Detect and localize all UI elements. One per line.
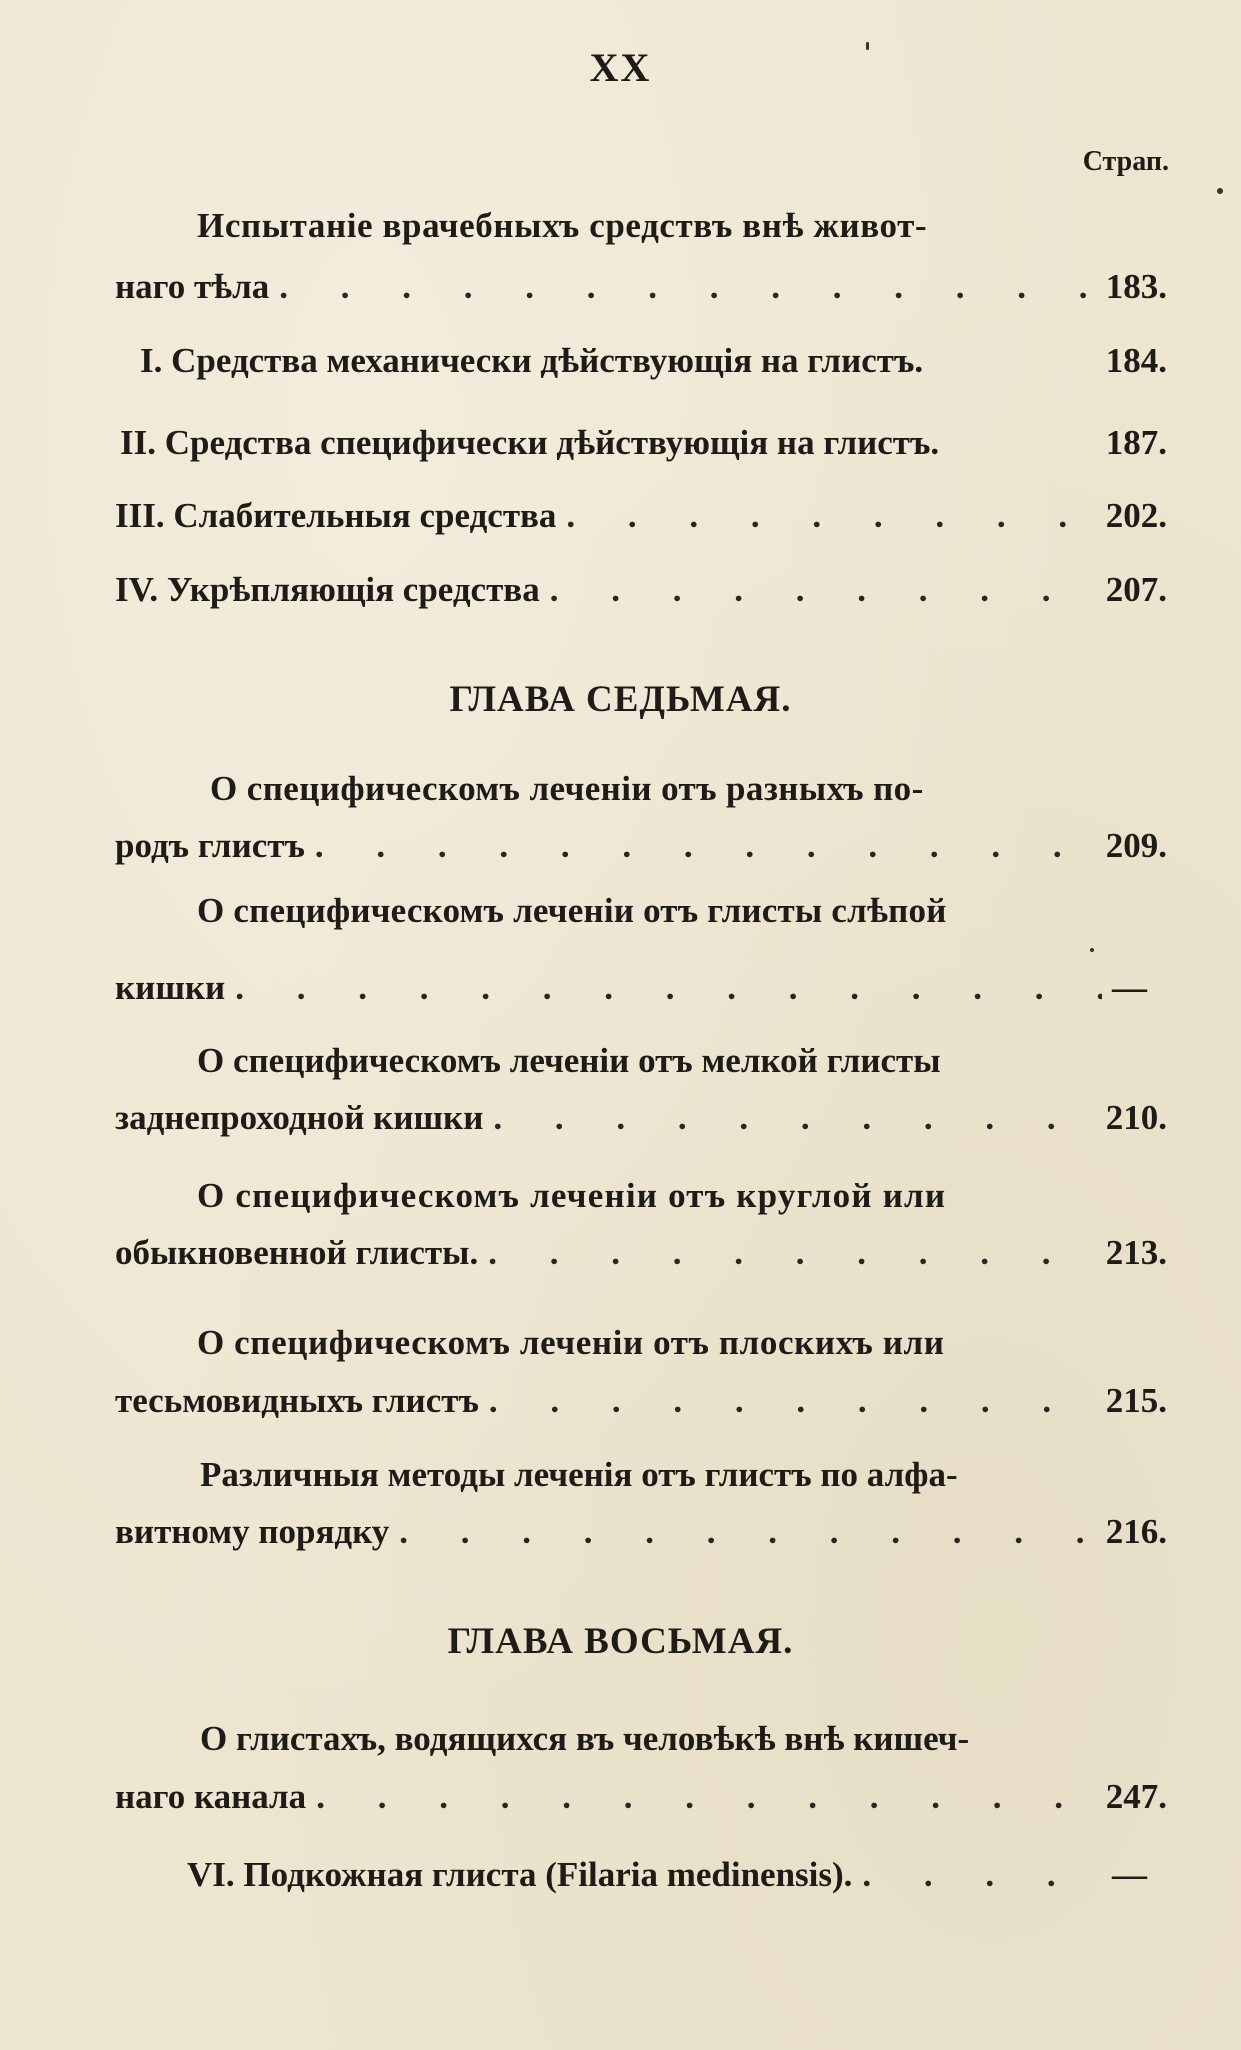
paper-speck	[1090, 948, 1094, 952]
dot-leader	[862, 1857, 1102, 1892]
toc-page-ref: 213.	[1105, 1233, 1167, 1272]
toc-entry-line2	[115, 1235, 1167, 1270]
toc-entry-line1: О специфическомъ леченіи отъ разныхъ по-	[210, 769, 924, 808]
dot-leader	[493, 1100, 1095, 1135]
toc-entry-text: наго тѣла	[115, 267, 270, 306]
toc-page-ref: 187.	[1105, 423, 1167, 462]
toc-page-ref: 215.	[1105, 1381, 1167, 1420]
toc-page-ref: 210.	[1105, 1098, 1167, 1137]
toc-entry-line2	[115, 828, 1167, 863]
toc-entry-title: Укрѣпляющія средства	[166, 570, 540, 609]
toc-entry-text	[115, 572, 540, 607]
toc-entry-title: Слабительныя средства	[173, 496, 557, 535]
toc-page-ref: —	[1112, 1855, 1147, 1894]
roman-numeral: I.	[140, 341, 163, 380]
toc-entry-line2	[115, 1383, 1167, 1418]
toc-page-ref: 202.	[1105, 496, 1167, 535]
toc-entry	[115, 572, 1167, 607]
toc-page-ref: —	[1112, 968, 1147, 1007]
dot-leader	[316, 1779, 1096, 1814]
dot-leader	[550, 572, 1096, 607]
toc-entry-title: Подкожная глиста (Filaria medinensis).	[243, 1855, 853, 1894]
toc-entry-text	[140, 343, 923, 378]
toc-entry-line2	[115, 970, 1147, 1005]
roman-numeral: III.	[115, 496, 165, 535]
dot-leader	[566, 498, 1095, 533]
toc-page-ref: 183.	[1105, 267, 1167, 306]
toc-entry-line2	[115, 269, 1167, 304]
toc-entry-line1: Испытаніе врачебныхъ средствъ внѣ живот-	[197, 206, 928, 245]
toc-page-ref: 247.	[1105, 1777, 1167, 1816]
toc-page-ref: 207.	[1105, 570, 1167, 609]
toc-entry	[120, 425, 1167, 460]
dot-leader	[279, 269, 1095, 304]
chapter-heading: ГЛАВА ВОСЬМАЯ.	[447, 1621, 794, 1662]
toc-entry-title: Средства специфически дѣйствующія на глистъ.	[164, 423, 940, 462]
toc-page-ref: 216.	[1105, 1512, 1167, 1551]
toc-entry-text	[120, 425, 939, 460]
toc-entry-line1: О специфическомъ леченіи отъ круглой или	[197, 1176, 947, 1215]
roman-numeral: IV.	[115, 570, 159, 609]
toc-entry-text	[187, 1857, 852, 1892]
toc-entry-text: заднепроходной кишки	[115, 1098, 484, 1137]
toc-entry-line2	[115, 1779, 1167, 1814]
toc-entry-text: обыкновенной глисты.	[115, 1233, 479, 1272]
page-number: XX	[589, 45, 652, 90]
dot-leader	[488, 1235, 1096, 1270]
dot-leader	[315, 828, 1096, 863]
roman-numeral: VI.	[187, 1855, 235, 1894]
toc-entry-text: витному порядку	[115, 1512, 390, 1551]
toc-page-ref: 209.	[1105, 826, 1167, 865]
dot-leader	[235, 970, 1102, 1005]
toc-entry	[115, 498, 1167, 533]
toc-entry-text: родъ глистъ	[115, 826, 305, 865]
paper-speck	[866, 42, 869, 50]
toc-entry-line1: О специфическомъ леченіи отъ мелкой глисты	[197, 1041, 941, 1080]
toc-entry	[140, 343, 1167, 378]
toc-entry-line2	[115, 1100, 1167, 1135]
roman-numeral: II.	[120, 423, 156, 462]
paper-speck	[1217, 188, 1223, 194]
toc-entry-line1: О специфическомъ леченіи отъ плоскихъ или	[197, 1323, 945, 1362]
toc-entry-text: кишки	[115, 968, 226, 1007]
toc-entry-line1: О глистахъ, водящихся въ человѣкѣ внѣ кишеч-	[200, 1719, 970, 1758]
toc-entry-title: Средства механически дѣйствующія на глистъ.	[171, 341, 924, 380]
toc-entry-line1: О специфическомъ леченіи отъ глисты слѣпой	[197, 891, 947, 930]
toc-entry-text: тесьмовидныхъ глистъ	[115, 1381, 479, 1420]
dot-leader	[399, 1514, 1095, 1549]
toc-entry-text	[115, 498, 556, 533]
toc-entry-line1: Различныя методы леченія отъ глистъ по алфа-	[200, 1455, 958, 1494]
toc-entry-line2	[115, 1514, 1167, 1549]
toc-entry	[187, 1857, 1147, 1892]
dot-leader	[489, 1383, 1096, 1418]
toc-entry-text: наго канала	[115, 1777, 307, 1816]
toc-page-ref: 184.	[1105, 341, 1167, 380]
page-column-header: Страп.	[1082, 146, 1169, 177]
chapter-heading: ГЛАВА СЕДЬМАЯ.	[449, 679, 792, 720]
